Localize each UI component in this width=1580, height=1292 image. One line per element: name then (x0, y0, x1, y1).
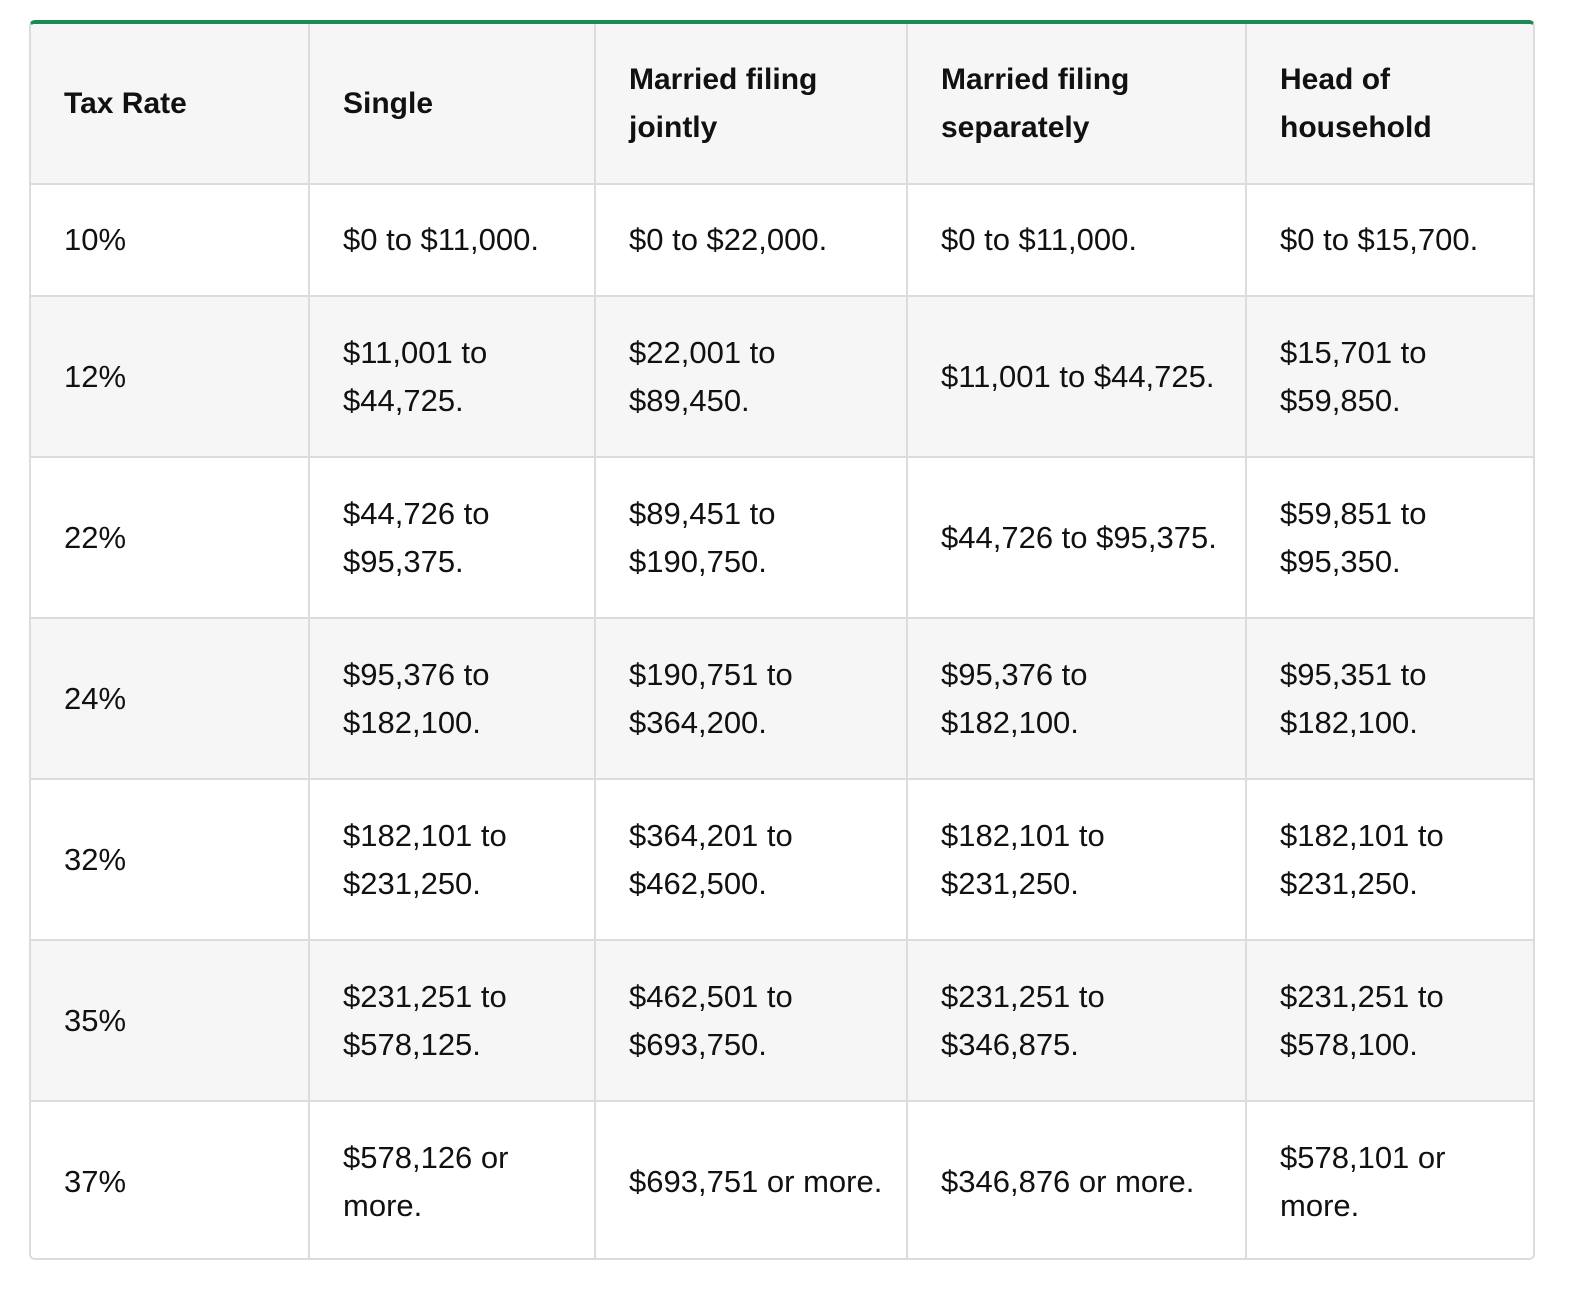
header-single: Single (309, 24, 595, 184)
cell-married-jointly: $89,451 to $190,750. (595, 457, 907, 618)
cell-single: $0 to $11,000. (309, 184, 595, 296)
cell-head-of-household: $59,851 to $95,350. (1246, 457, 1535, 618)
cell-married-separately: $0 to $11,000. (907, 184, 1246, 296)
table-row (31, 184, 1535, 296)
tax-brackets-table-container (29, 20, 1535, 1260)
cell-head-of-household: $0 to $15,700. (1246, 184, 1535, 296)
header-married-filing-separately: Married filing separately (907, 24, 1246, 184)
header-married-filing-jointly: Married filing jointly (595, 24, 907, 184)
cell-tax-rate: 37% (31, 1101, 309, 1260)
cell-tax-rate: 10% (31, 184, 309, 296)
cell-tax-rate: 24% (31, 618, 309, 779)
cell-married-separately: $11,001 to $44,725. (907, 296, 1246, 457)
cell-tax-rate: 35% (31, 940, 309, 1101)
tax-brackets-table (31, 24, 1535, 1260)
cell-married-separately: $182,101 to $231,250. (907, 779, 1246, 940)
table-row (31, 779, 1535, 940)
cell-single: $182,101 to $231,250. (309, 779, 595, 940)
cell-married-jointly: $693,751 or more. (595, 1101, 907, 1260)
cell-tax-rate: 12% (31, 296, 309, 457)
cell-married-jointly: $0 to $22,000. (595, 184, 907, 296)
cell-married-separately: $231,251 to $346,875. (907, 940, 1246, 1101)
cell-head-of-household: $15,701 to $59,850. (1246, 296, 1535, 457)
cell-married-separately: $95,376 to $182,100. (907, 618, 1246, 779)
header-tax-rate: Tax Rate (31, 24, 309, 184)
cell-single: $578,126 or more. (309, 1101, 595, 1260)
table-row (31, 457, 1535, 618)
cell-married-jointly: $364,201 to $462,500. (595, 779, 907, 940)
cell-head-of-household: $182,101 to $231,250. (1246, 779, 1535, 940)
cell-single: $11,001 to $44,725. (309, 296, 595, 457)
table-row (31, 1101, 1535, 1260)
cell-married-separately: $44,726 to $95,375. (907, 457, 1246, 618)
cell-tax-rate: 22% (31, 457, 309, 618)
cell-head-of-household: $95,351 to $182,100. (1246, 618, 1535, 779)
header-head-of-household: Head of household (1246, 24, 1535, 184)
table-row (31, 618, 1535, 779)
cell-married-jointly: $190,751 to $364,200. (595, 618, 907, 779)
cell-married-jointly: $462,501 to $693,750. (595, 940, 907, 1101)
table-row (31, 940, 1535, 1101)
cell-married-separately: $346,876 or more. (907, 1101, 1246, 1260)
table-header-row (31, 24, 1535, 184)
cell-single: $231,251 to $578,125. (309, 940, 595, 1101)
cell-single: $44,726 to $95,375. (309, 457, 595, 618)
cell-head-of-household: $578,101 or more. (1246, 1101, 1535, 1260)
cell-head-of-household: $231,251 to $578,100. (1246, 940, 1535, 1101)
cell-married-jointly: $22,001 to $89,450. (595, 296, 907, 457)
cell-tax-rate: 32% (31, 779, 309, 940)
table-row (31, 296, 1535, 457)
cell-single: $95,376 to $182,100. (309, 618, 595, 779)
